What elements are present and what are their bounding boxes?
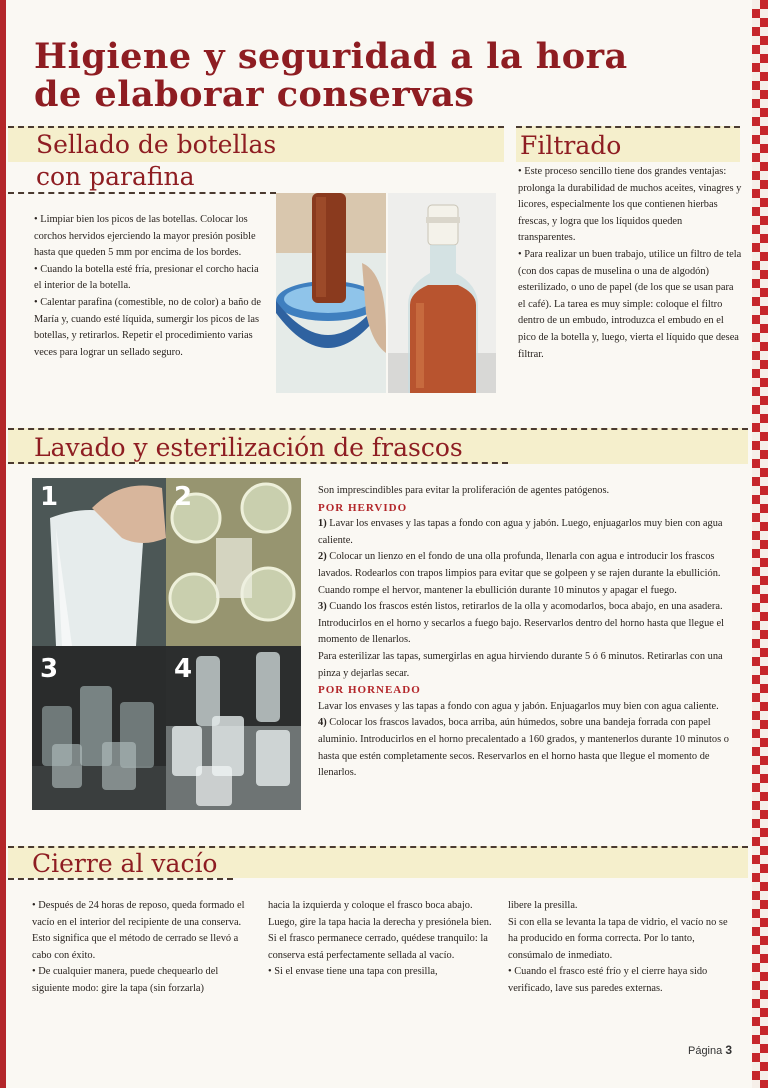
lavado-divider (8, 462, 508, 464)
left-red-edge (0, 0, 6, 1088)
cierre-divider (8, 878, 233, 880)
cierre-title: Cierre al vacío (32, 849, 218, 878)
photo-number: 3 (40, 654, 59, 684)
cierre-paragraph: hacia la izquierda y coloque el frasco boca abajo. Luego, gire la tapa hacia la derecha y presiónela bien. Si el frasco permanece cerrado, quédese tranquilo: la conserva está perfectamente sellada al vacío. (268, 900, 492, 961)
cierre-column-3 (508, 898, 734, 998)
cierre-paragraph: libere la presilla. (508, 900, 578, 911)
cierre-paragraph: Si con ella se levanta la tapa de vidrio, el vacío no se ha producido en forma correcta. Por lo tanto, consúmalo de inmediato. (508, 916, 728, 961)
step-text: Lavar los envases y las tapas a fondo con agua y jabón. Luego, enjuagarlos muy bien con agua caliente. (318, 518, 723, 546)
lavado-photo-1 (32, 478, 166, 646)
horneado-step (318, 715, 740, 781)
lavado-photo-2 (166, 478, 301, 646)
cierre-paragraph: • Después de 24 horas de reposo, queda formado el vacío en el interior del recipiente de una conserva. Esto significa que el método de cerrado se llevó a cabo con éxito. (32, 900, 245, 961)
cierre-paragraph: • De cualquier manera, puede chequearlo del siguiente modo: gire la tapa (sin forzarla) (32, 966, 219, 994)
page-label: Página (687, 1045, 723, 1057)
sellado-title-line2: con parafina (36, 162, 195, 191)
page-title: Higiene y seguridad a la hora de elaborar conservas (34, 36, 628, 115)
hervido-step (318, 599, 740, 649)
lavado-title: Lavado y esterilización de frascos (34, 433, 463, 462)
step-text: Colocar un lienzo en el fondo de una olla profunda, llenarla con agua e introducir los frascos lavados. Rodearlos con trapos limpios para evitar que se golpeen y se rajen durante la ebullición. Cuando rompe el hervor, mantener la ebullición durante 10 minutos y apagar el fuego. (318, 551, 721, 596)
step-number: 2) (318, 551, 327, 563)
horneado-intro: Lavar los envases y las tapas a fondo con agua y jabón. Enjuagarlos muy bien con agua caliente. (318, 700, 719, 712)
page-number-value: 3 (725, 1043, 732, 1057)
filtrado-paragraph: • Para realizar un buen trabajo, utilice un filtro de tela (con dos capas de muselina o una de algodón) esterilizado, o uno de papel (de los que se usan para el café). La tarea es muy simple: coloque el filtro dentro de un embudo, introduzca el embudo en el pico de la botella y, luego, vierta el líquido que desea filtrar. (518, 248, 742, 360)
hervido-step (318, 549, 740, 599)
lavado-text (318, 483, 740, 782)
lavado-photo-3 (32, 646, 166, 810)
page-number (688, 1043, 732, 1057)
tapas-text: Para esterilizar las tapas, sumergirlas en agua hirviendo durante 5 ó 6 minutos. Retirarlas con una pinza y dejarlas secar. (318, 650, 723, 679)
hervido-step (318, 516, 740, 549)
cierre-paragraph: • Si el envase tiene una tapa con presilla, (268, 966, 438, 978)
step-text: Cuando los frascos estén listos, retirarlos de la olla y acomodarlos, boca abajo, en una asadera. Introducirlos en el horno y secarlos a fuego bajo. Reservarlos dentro del horno hasta que llegue el momento de llenarlos. (318, 601, 724, 646)
sellado-photo-dipping (276, 193, 386, 393)
filtrado-text (518, 164, 742, 363)
cierre-column-2 (268, 898, 494, 981)
filtrado-title: Filtrado (520, 131, 622, 160)
cierre-paragraph: • Cuando el frasco esté frío y el cierre haya sido verificado, lave sus paredes externas. (508, 966, 708, 994)
sellado-paragraph: • Cuando la botella esté fría, presionar el corcho hacia el interior de la botella. (34, 263, 259, 292)
photo-number: 2 (174, 482, 193, 512)
sellado-photo-bottle (388, 193, 496, 393)
photo-number: 4 (174, 654, 193, 684)
sellado-paragraph: • Calentar parafina (comestible, no de color) a baño de María y, cuando esté líquida, sumergir los picos de las botellas, y retirarlos. Repetir el procedimiento varias veces para lograr un sellado seguro. (34, 296, 261, 358)
photo-number: 1 (40, 482, 59, 512)
lavado-intro: Son imprescindibles para evitar la proliferación de agentes patógenos. (318, 485, 610, 496)
step-text: Colocar los frascos lavados, boca arriba, aún húmedos, sobre una bandeja forrada con papel aluminio. Introducirlos en el horno precalentado a 160 grados, y mantenerlos durante 10 minutos o hasta que estén completamente secos. Reservarlos en el horno hasta que llegue el momento de llenarlos. (318, 717, 729, 779)
sellado-divider (8, 192, 276, 194)
sellado-text (34, 212, 262, 361)
hervido-label: POR HERVIDO (318, 501, 408, 514)
step-number: 3) (318, 601, 327, 613)
checkered-border (752, 0, 768, 1088)
cierre-column-1 (32, 898, 258, 998)
step-number: 4) (318, 717, 327, 729)
step-number: 1) (318, 518, 327, 530)
lavado-photo-4 (166, 646, 301, 810)
filtrado-paragraph: • Este proceso sencillo tiene dos grandes ventajas: prolonga la durabilidad de muchos aceites, vinagres y licores, especialmente los que contienen hierbas frescas, y logra que los líquidos queden transparentes. (518, 166, 742, 244)
horneado-label: POR HORNEADO (318, 684, 421, 697)
sellado-title-line1: Sellado de botellas (36, 130, 277, 159)
sellado-paragraph: • Limpiar bien los picos de las botellas. Colocar los corchos hervidos ejerciendo la mayor presión posible hasta que queden 5 mm por encima de los bordes. (34, 214, 256, 259)
